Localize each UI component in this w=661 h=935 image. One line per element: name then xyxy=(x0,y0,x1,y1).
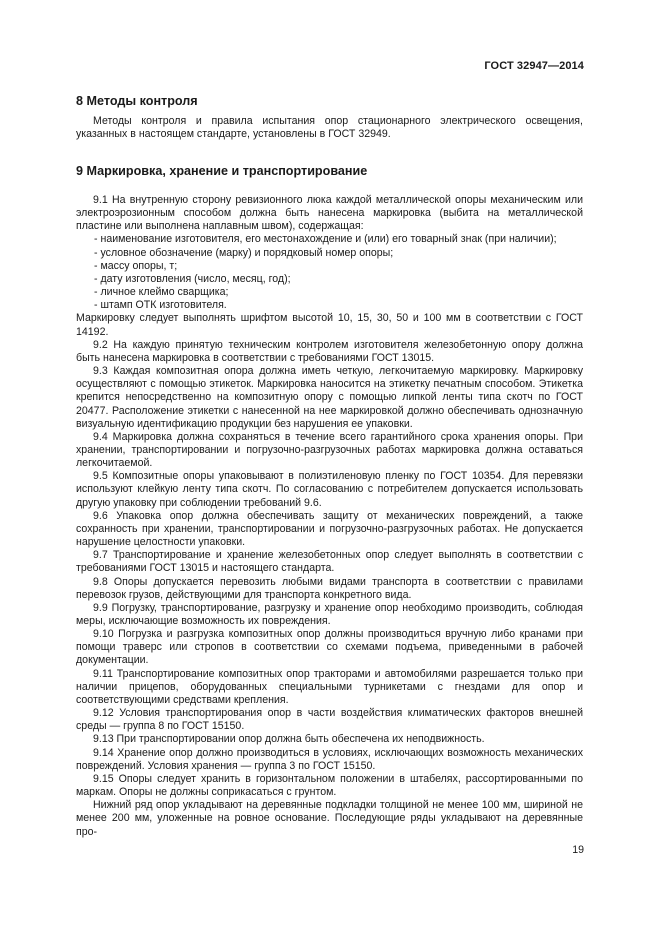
list-item: - штамп ОТК изготовителя. xyxy=(94,299,227,312)
paragraph-9-15: 9.15 Опоры следует хранить в горизонтальном положении в штабелях, рассортированными по маркам. Опоры не должны соприкасаться с грунтом. xyxy=(76,772,583,799)
list-item: - массу опоры, т; xyxy=(94,259,178,272)
list-item: - личное клеймо сварщика; xyxy=(94,286,229,299)
paragraph-9-6: 9.6 Упаковка опор должна обеспечивать защиту от механических повреждений, а также сохранность при хранении, транспортировании и погрузочно-разгрузочных работах. Не допускается нарушение целостности упаковки. xyxy=(76,509,583,549)
page-number: 19 xyxy=(572,844,584,856)
document-code-header: ГОСТ 32947—2014 xyxy=(484,60,584,72)
list-item: - дату изготовления (число, месяц, год); xyxy=(94,272,291,285)
paragraph-font-size: Маркировку следует выполнять шрифтом высотой 10, 15, 30, 50 и 100 мм в соответствии с ГОСТ 14192. xyxy=(76,312,583,338)
section-8-body xyxy=(76,115,583,141)
paragraph-9-1: 9.1 На внутренную сторону ревизионного люка каждой металлической опоры механическим или электроэрозионным способом должна быть нанесена маркировка (выбита на металлической пластине или выполнена наплавным швом), содержащая: xyxy=(76,194,583,233)
section-8-title: 8 Методы контроля xyxy=(76,94,198,108)
paragraph-9-3: 9.3 Каждая композитная опора должна иметь четкую, легкочитаемую маркировку. Маркировку осуществляют с помощью этикеток. Маркировка наносится на этикетку печатным способом. Этикетка крепится непосредственно на композитную опору с помощью липкой ленты типа скотч по ГОСТ 20477. Расположение этикетки с нанесенной на нее маркировкой должно обеспечивать однозначную визуальную идентификацию продукции без нарушения ее упаковки. xyxy=(76,365,583,430)
paragraph-9-7: 9.7 Транспортирование и хранение железобетонных опор следует выполнять в соответствии с требованиями ГОСТ 13015 и настоящего стандарта. xyxy=(76,549,583,575)
paragraph-9-11: 9.11 Транспортирование композитных опор тракторами и автомобилями разрешается только при наличии прицепов, оборудованных специальными турникетами с гнездами для опор и соответствующими средствами крепления. xyxy=(76,667,583,706)
paragraph-9-12: 9.12 Условия транспортирования опор в части воздействия климатических факторов внешней среды — группа 8 по ГОСТ 15150. xyxy=(76,707,583,733)
paragraph-9-8: 9.8 Опоры допускается перевозить любыми видами транспорта в соответствии с правилами перевозок грузов, действующими для транспорта конкретного вида. xyxy=(76,575,583,601)
paragraph-9-10: 9.10 Погрузка и разгрузка композитных опор должны производиться вручную либо кранами при помощи траверс или стропов в соответствии со схемами подъема, приведенными в рабочей документации. xyxy=(76,628,583,667)
paragraph-9-4: 9.4 Маркировка должна сохраняться в течение всего гарантийного срока хранения опоры. При хранении, транспортировании и погрузочно-разгрузочных работах маркировка должна оставаться легкочитаемой. xyxy=(76,430,583,470)
paragraph-9-13: 9.13 При транспортировании опор должна быть обеспечена их неподвижность. xyxy=(93,733,485,746)
paragraph-9-5: 9.5 Композитные опоры упаковывают в полиэтиленовую пленку по ГОСТ 10354. Для перевязки используют клейкую ленту типа скотч. По согласованию с потребителем допускается использовать другую упаковку при соблюдении требований 9.6. xyxy=(76,470,583,509)
paragraph-9-14: 9.14 Хранение опор должно производиться в условиях, исключающих возможность механических повреждений. Условия хранения — группа 3 по ГОСТ 15150. xyxy=(76,746,583,772)
list-item: - условное обозначение (марку) и порядковый номер опоры; xyxy=(94,246,394,259)
section-9-title: 9 Маркировка, хранение и транспортирование xyxy=(76,164,368,178)
paragraph-9-2: 9.2 На каждую принятую техническим контролем изготовителя железобетонную опору должна быть нанесена маркировка в соответствии с требованиями ГОСТ 13015. xyxy=(76,338,583,364)
list-item: - наименование изготовителя, его местонахождение и (или) его товарный знак (при наличии); xyxy=(94,233,557,246)
section-9-body xyxy=(76,194,583,839)
section-8-paragraph: Методы контроля и правила испытания опор стационарного электрического освещения, указанных в настоящем стандарте, установлены в ГОСТ 32949. xyxy=(76,115,583,141)
paragraph-lower-row: Нижний ряд опор укладывают на деревянные подкладки толщиной не менее 100 мм, шириной не менее 200 мм, уложенные на ровное основание. Последующие ряды укладывают на деревянные про- xyxy=(76,799,583,838)
paragraph-9-9: 9.9 Погрузку, транспортирование, разгрузку и хранение опор необходимо производить, соблюдая меры, исключающие возможность их повреждения. xyxy=(76,601,583,627)
